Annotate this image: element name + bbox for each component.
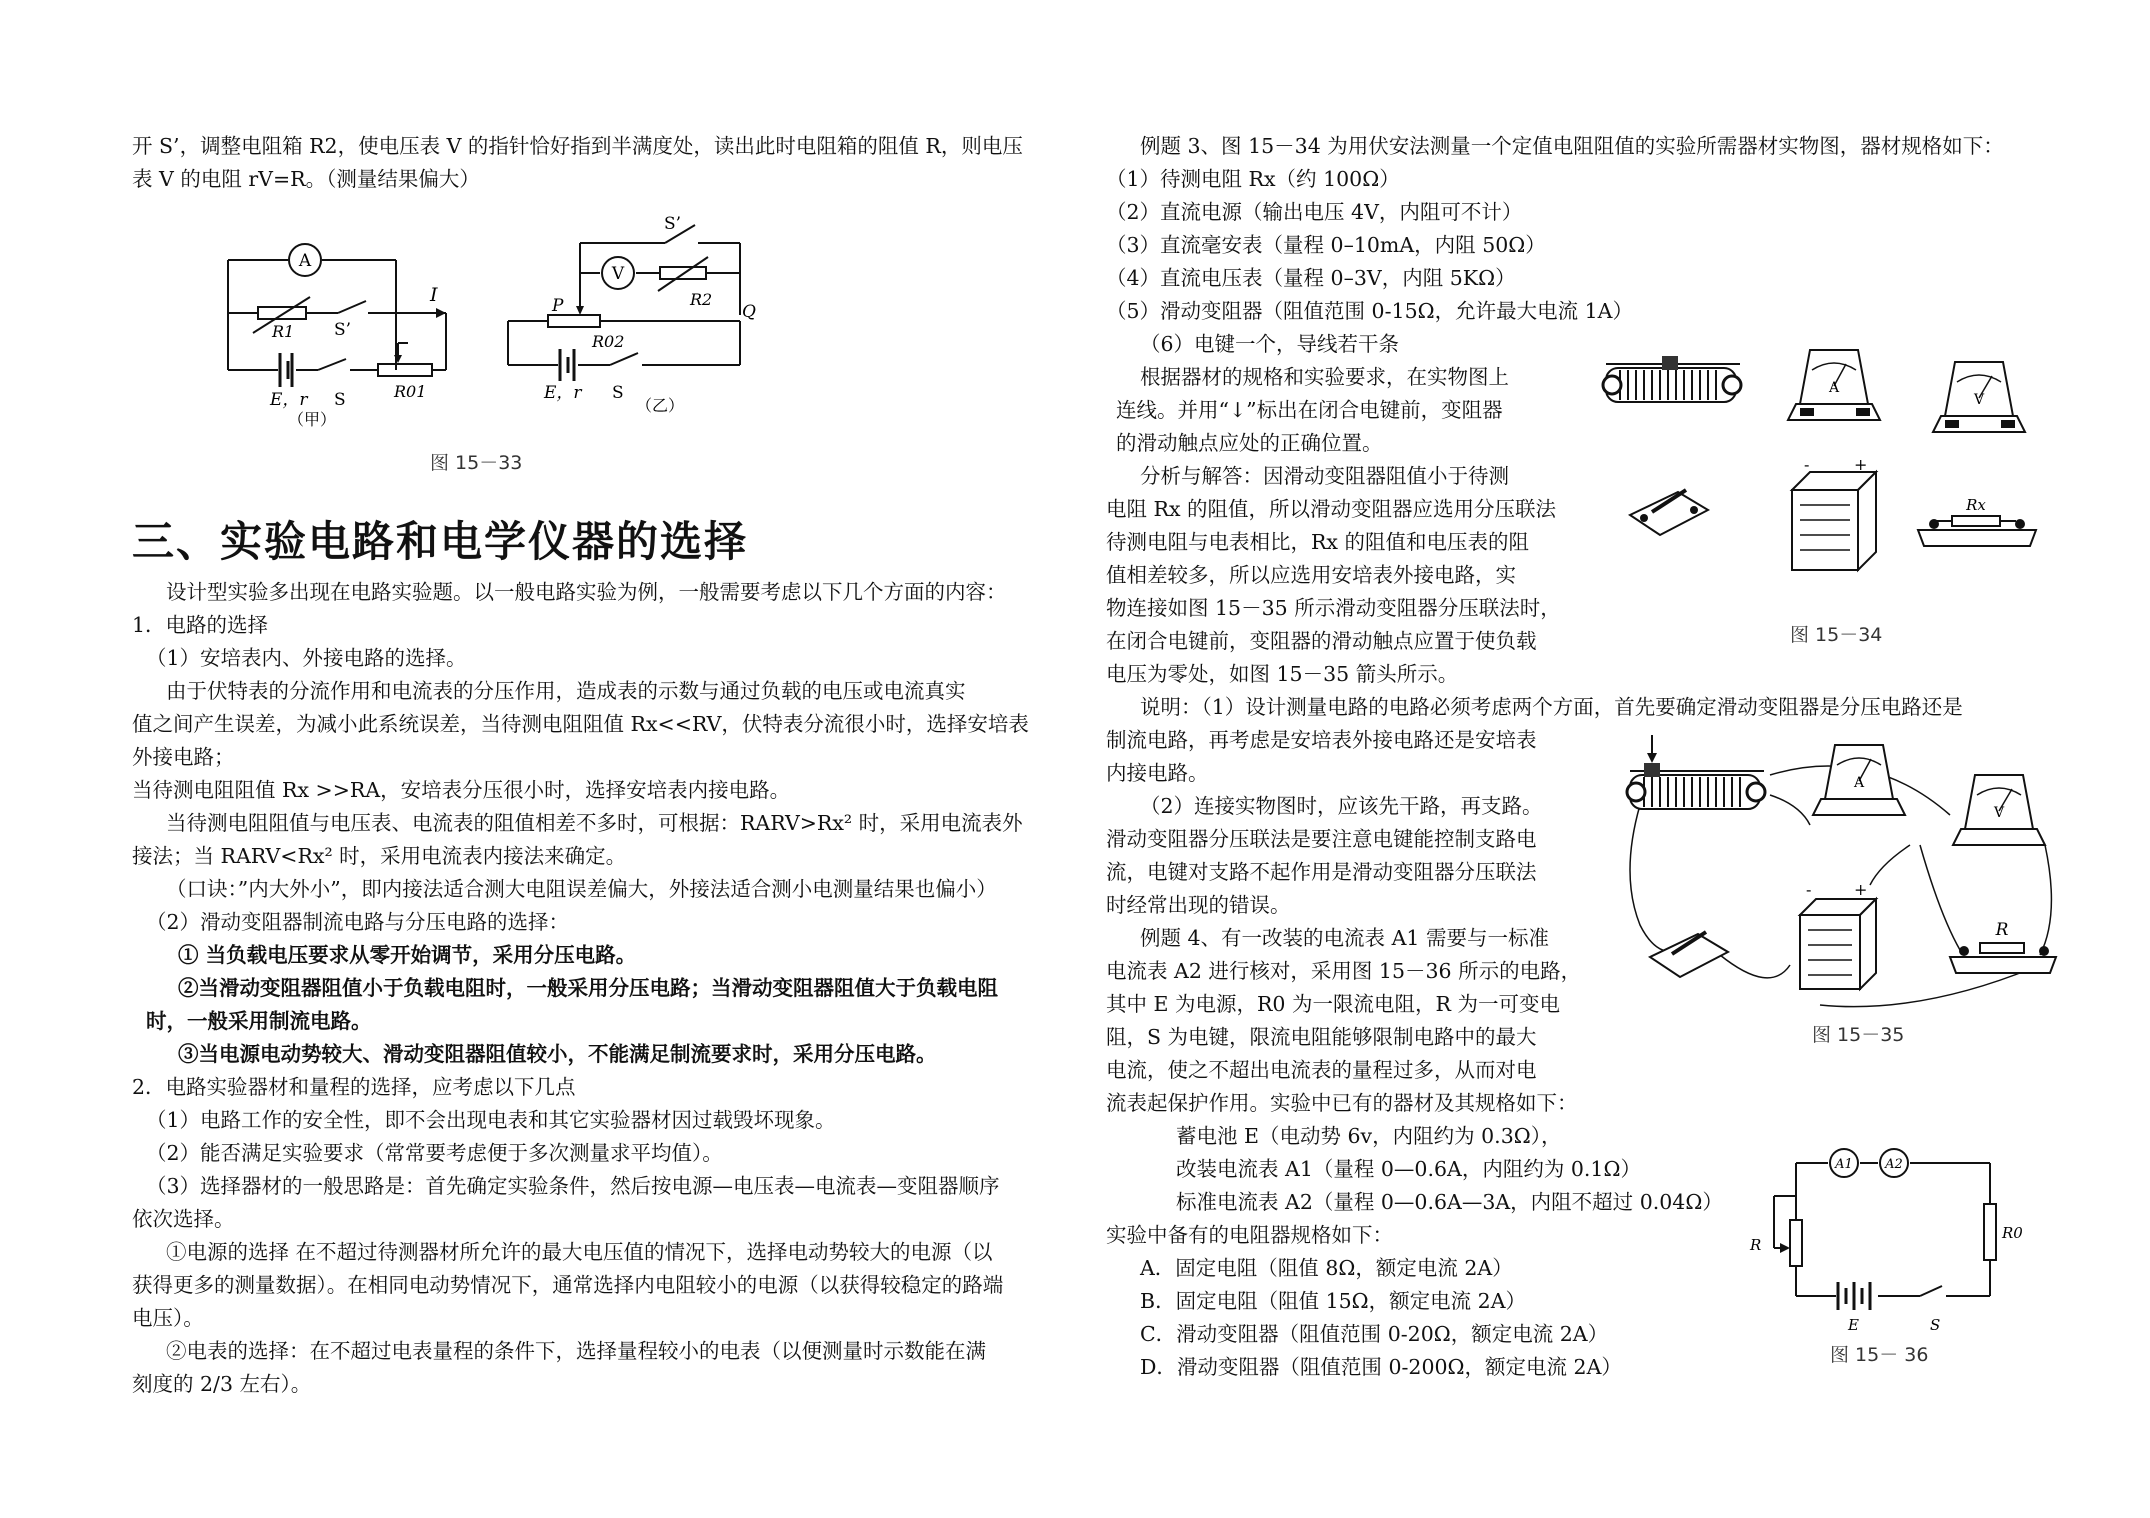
- text-line: 其中 E 为电源，R0 为一限流电阻，R 为一可变电: [1106, 992, 1560, 1016]
- text-line: 内接电路。: [1106, 761, 1209, 785]
- text-line: 连线。并用“↓”标出在闭合电键前，变阻器: [1116, 398, 1503, 422]
- text-line: 说明：（1）设计测量电路的电路必须考虑两个方面，首先要确定滑动变阻器是分压电路还是: [1140, 695, 1963, 719]
- text-line: （3）选择器材的一般思路是：首先确定实验条件，然后按电源—电压表—电流表—变阻器顺序: [146, 1174, 1000, 1198]
- text-line: ②电表的选择：在不超过电表量程的条件下，选择量程较小的电表（以便测量时示数能在满: [166, 1339, 986, 1363]
- resistor-rx-icon: [1918, 496, 2036, 546]
- circuit-diagram-yi: [500, 205, 770, 415]
- voltmeter-label: V: [1973, 392, 1985, 408]
- text-line: 开 S’，调整电阻箱 R2，使电压表 V 的指针恰好指到半满度处，读出此时电阻箱的阻值 R，则电压: [132, 134, 1023, 158]
- connected-circuit-illustration: [1620, 735, 2060, 1015]
- text-line: 电压）。: [132, 1306, 204, 1330]
- text-line: 改装电流表 A1（量程 0—0.6A，内阻约为 0.1Ω）: [1176, 1157, 1641, 1181]
- s-label: S: [1930, 1316, 1941, 1334]
- text-line: 接法；当 RARV<Rx² 时，采用电流表内接法来确定。: [132, 844, 627, 868]
- figure-caption: 图 15－34: [1790, 624, 1883, 646]
- text-line: ① 当负载电压要求从零开始调节，采用分压电路。: [178, 943, 637, 967]
- point-q-label: Q: [742, 302, 756, 322]
- example-3-title: 例题 3、图 15－34 为用伏安法测量一个定值电阻阻值的实验所需器材实物图，器材规格如下：: [1140, 134, 2004, 158]
- text-line: 的滑动触点应处的正确位置。: [1116, 431, 1383, 455]
- resistor-r-icon: [1950, 920, 2056, 973]
- text-line: （2）连接实物图时，应该先干路，再支路。: [1140, 794, 1543, 818]
- svg-text:+: +: [1854, 455, 1868, 474]
- text-line: 实验中备有的电阻器规格如下：: [1106, 1223, 1393, 1247]
- text-line: 电流，使之不超出电流表的量程过多，从而对电: [1106, 1058, 1537, 1082]
- text-line: 值之间产生误差，为减小此系统误差，当待测电阻阻值 Rx<<RV，伏特表分流很小时，选择安培表: [132, 712, 1029, 736]
- a2-label: A2: [1885, 1157, 1903, 1172]
- figure-15-33-jia: [218, 235, 468, 429]
- voltmeter-icon: [1953, 775, 2045, 845]
- text-line: 值相差较多，所以应选用安培表外接电路，实: [1106, 563, 1516, 587]
- text-line: 滑动变阻器分压联法是要注意电键能控制支路电: [1106, 827, 1537, 851]
- text-line: （1）电路工作的安全性，即不会出现电表和其它实验器材因过载毁坏现象。: [146, 1108, 836, 1132]
- left-column-body: [132, 488, 1062, 1401]
- text-line: （1）待测电阻 Rx（约 100Ω）: [1106, 167, 1400, 191]
- ammeter-icon: [1813, 745, 1905, 815]
- ammeter-label: A: [298, 251, 312, 271]
- switch-icon: [1630, 490, 1708, 535]
- svg-text:+: +: [1854, 880, 1868, 899]
- text-line: A．固定电阻（阻值 8Ω，额定电流 2A）: [1140, 1256, 1513, 1280]
- figure-caption: 图 15－35: [1812, 1024, 1905, 1046]
- text-line: 物连接如图 15－35 所示滑动变阻器分压联法时，: [1106, 596, 1561, 620]
- figure-15-35: [1620, 735, 2060, 1015]
- text-line: 2．电路实验器材和量程的选择，应考虑以下几点: [132, 1075, 576, 1099]
- text-line: 在闭合电键前，变阻器的滑动触点应置于使负载: [1106, 629, 1537, 653]
- e-label: E: [1848, 1316, 1859, 1334]
- voltmeter-icon: [1933, 362, 2025, 432]
- rx-label: Rx: [1966, 496, 1986, 514]
- text-line: C．滑动变阻器（阻值范围 0-20Ω，额定电流 2A）: [1140, 1322, 1609, 1346]
- r-label: R: [1995, 920, 2009, 940]
- circuit-diagram-jia: [218, 235, 468, 429]
- switch-s-label: S: [334, 390, 346, 410]
- sub-caption-jia: （甲）: [288, 410, 337, 429]
- r2-label: R2: [690, 290, 713, 309]
- text-line: ③当电源电动势较大、滑动变阻器阻值较小，不能满足制流要求时，采用分压电路。: [178, 1042, 937, 1066]
- switch-s-prime-label: S’: [334, 320, 352, 340]
- text-line: 刻度的 2/3 左右）。: [132, 1372, 312, 1396]
- text-line: （2）能否满足实验要求（常常要考虑便于多次测量求平均值）。: [146, 1141, 723, 1165]
- circuit-diagram-15-36: [1730, 1148, 2023, 1334]
- rheostat-icon: [1627, 763, 1765, 809]
- current-label: I: [430, 284, 438, 306]
- text-line: 外接电路；: [132, 745, 235, 769]
- text-line: ①电源的选择 在不超过待测器材所允许的最大电压值的情况下，选择电动势较大的电源（以: [166, 1240, 993, 1264]
- text-line: 依次选择。: [132, 1207, 235, 1231]
- text-line: 由于伏特表的分流作用和电流表的分压作用，造成表的示数与通过负载的电压或电流真实: [166, 679, 966, 703]
- figure-15-34: [1600, 340, 2040, 590]
- r1-label: R1: [272, 322, 295, 341]
- text-line: （5）滑动变阻器（阻值范围 0-15Ω，允许最大电流 1A）: [1106, 299, 1633, 323]
- a1-label: A1: [1835, 1157, 1853, 1172]
- switch-icon: [1650, 932, 1728, 977]
- text-line: （2）直流电源（输出电压 4V，内阻可不计）: [1106, 200, 1523, 224]
- text-line: （3）直流毫安表（量程 0–10mA，内阻 50Ω）: [1106, 233, 1546, 257]
- text-line: 待测电阻与电表相比，Rx 的阻值和电压表的阻: [1106, 530, 1530, 554]
- voltmeter-label: V: [611, 264, 625, 284]
- text-line: 当待测电阻阻值与电压表、电流表的阻值相差不多时，可根据：RARV>Rx² 时，采用电流表外: [166, 811, 1023, 835]
- switch-s-prime-label: S’: [664, 214, 682, 234]
- ammeter-label: A: [1828, 380, 1840, 396]
- text-line: 分析与解答：因滑动变阻器阻值小于待测: [1140, 464, 1509, 488]
- text-line: 阻，S 为电键，限流电阻能够限制电路中的最大: [1106, 1025, 1537, 1049]
- r0-label: R0: [2002, 1224, 2023, 1242]
- svg-text:-: -: [1806, 880, 1812, 899]
- r-label: R: [1750, 1236, 1762, 1254]
- emf-label: E，r: [544, 383, 582, 403]
- battery-icon: [1792, 455, 1876, 570]
- text-line: 电阻 Rx 的阻值，所以滑动变阻器应选用分压联法: [1106, 497, 1557, 521]
- figure-15-33-yi: [500, 205, 770, 415]
- text-line: 获得更多的测量数据）。在相同电动势情况下，通常选择内电阻较小的电源（以获得较稳定的路端: [132, 1273, 1004, 1297]
- text-line: 设计型实验多出现在电路实验题。以一般电路实验为例，一般需要考虑以下几个方面的内容：: [166, 580, 1007, 604]
- rheostat-icon: [1603, 356, 1741, 402]
- text-line: 电流表 A2 进行核对，采用图 15－36 所示的电路，: [1106, 959, 1582, 983]
- instruments-illustration: [1600, 340, 2040, 590]
- text-line: 时，一般采用制流电路。: [146, 1009, 372, 1033]
- figure-caption: 图 15－ 36: [1830, 1344, 1929, 1366]
- figure-caption: 图 15－33: [430, 452, 523, 474]
- point-p-label: P: [552, 296, 564, 316]
- text-line: （口诀：”内大外小”，即内接法适合测大电阻误差偏大，外接法适合测小电测量结果也偏小）: [166, 877, 997, 901]
- text-line: 1．电路的选择: [132, 613, 269, 637]
- sub-caption-yi: （乙）: [636, 396, 685, 415]
- example-4-title: 例题 4、有一改装的电流表 A1 需要与一标准: [1140, 926, 1549, 950]
- text-line: 流，电键对支路不起作用是滑动变阻器分压联法: [1106, 860, 1537, 884]
- text-line: 流表起保护作用。实验中已有的器材及其规格如下：: [1106, 1091, 1578, 1115]
- text-line: 制流电路，再考虑是安培表外接电路还是安培表: [1106, 728, 1537, 752]
- text-line: B．固定电阻（阻值 15Ω，额定电流 2A）: [1140, 1289, 1527, 1313]
- text-line: （6）电键一个，导线若干条: [1140, 332, 1400, 356]
- ammeter-label: A: [1853, 775, 1865, 791]
- left-column: [132, 130, 1062, 196]
- text-line: 电压为零处，如图 15－35 箭头所示。: [1106, 662, 1459, 686]
- emf-label: E，r: [270, 390, 308, 410]
- battery-icon: [1800, 880, 1876, 989]
- text-line: 时经常出现的错误。: [1106, 893, 1291, 917]
- text-line: ②当滑动变阻器阻值小于负载电阻时，一般采用分压电路；当滑动变阻器阻值大于负载电阻: [178, 976, 998, 1000]
- text-line: （2）滑动变阻器制流电路与分压电路的选择：: [146, 910, 570, 934]
- ammeter-icon: [1788, 350, 1880, 420]
- r02-label: R02: [592, 332, 625, 351]
- text-line: D．滑动变阻器（阻值范围 0-200Ω，额定电流 2A）: [1140, 1355, 1622, 1379]
- text-line: 标准电流表 A2（量程 0—0.6A—3A，内阻不超过 0.04Ω）: [1176, 1190, 1723, 1214]
- text-line: （4）直流电压表（量程 0–3V，内阻 5KΩ）: [1106, 266, 1516, 290]
- section-heading: 三、实验电路和电学仪器的选择: [132, 517, 749, 566]
- text-line: 蓄电池 E（电动势 6v，内阻约为 0.3Ω），: [1176, 1124, 1562, 1148]
- text-line: 根据器材的规格和实验要求，在实物图上: [1140, 365, 1509, 389]
- text-line: （1）安培表内、外接电路的选择。: [146, 646, 467, 670]
- svg-text:-: -: [1804, 455, 1810, 474]
- r01-label: R01: [394, 382, 427, 401]
- figure-15-36: [1730, 1148, 2023, 1334]
- voltmeter-label: V: [1993, 805, 2005, 821]
- text-line: 当待测电阻阻值 Rx >>RA，安培表分压很小时，选择安培表内接电路。: [132, 778, 791, 802]
- text-line: 表 V 的电阻 rV=R。（测量结果偏大）: [132, 167, 480, 191]
- arrow-down-icon: [1647, 735, 1657, 763]
- switch-s-label: S: [612, 383, 624, 403]
